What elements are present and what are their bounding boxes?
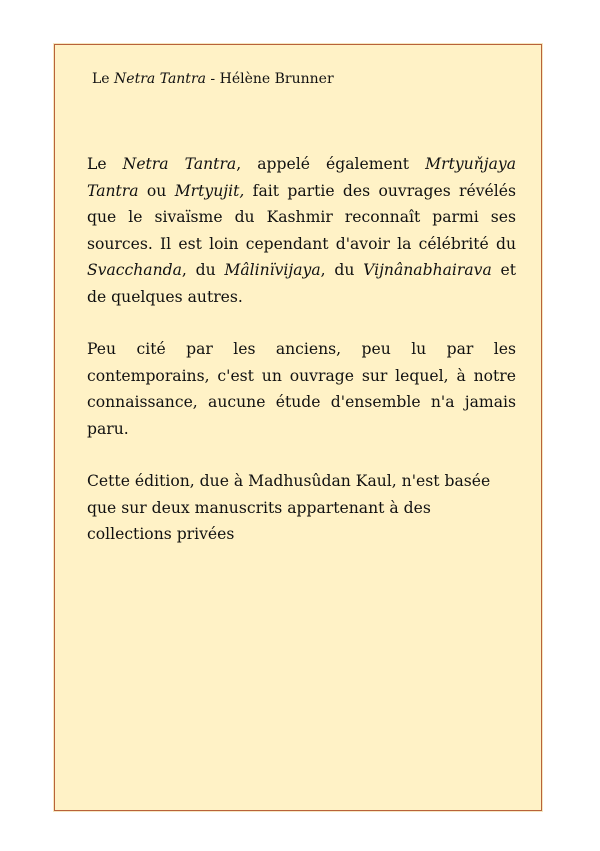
body-text: [87, 151, 516, 574]
text-segment: et de quelques autres.: [87, 261, 516, 306]
header-title: Netra Tantra: [114, 71, 206, 87]
text-segment: Cette édition, due à Madhusûdan Kaul, n'est basée que sur deux manuscrits appartenant à des collections privées: [87, 472, 491, 543]
paragraph: [87, 336, 516, 442]
text-segment: Le: [87, 155, 123, 173]
italic-text: Svacchanda: [87, 261, 182, 279]
text-panel: [54, 44, 542, 811]
page-header: [92, 71, 334, 87]
text-segment: ou: [138, 181, 175, 200]
header-author: - Hélène Brunner: [205, 71, 334, 87]
text-segment: , du: [181, 261, 225, 279]
italic-text: Mâlinïvijaya: [224, 261, 321, 279]
header-prefix: Le: [92, 71, 115, 87]
italic-text: Mrtyujit,: [174, 181, 245, 200]
text-segment: fait partie des ouvrages révélés que le sivaïsme du Kashmir reconnaît parmi ses sources. Il est loin cependant d'avoir la célébrité du: [87, 181, 516, 253]
italic-text: Mrtyuňjaya Tantra: [87, 155, 516, 200]
italic-text: Vijnânabhairava: [363, 261, 492, 279]
text-segment: , du: [320, 261, 364, 279]
paragraph: [87, 468, 516, 548]
text-segment: , appelé également: [236, 155, 426, 173]
text-segment: Peu cité par les anciens, peu lu par les contemporains, c'est un ouvrage sur lequel, à notre connaissance, aucune étude d'ensemble n'a jamais paru.: [87, 340, 516, 438]
paragraph: [87, 151, 516, 310]
italic-text: Netra Tantra: [122, 155, 237, 173]
